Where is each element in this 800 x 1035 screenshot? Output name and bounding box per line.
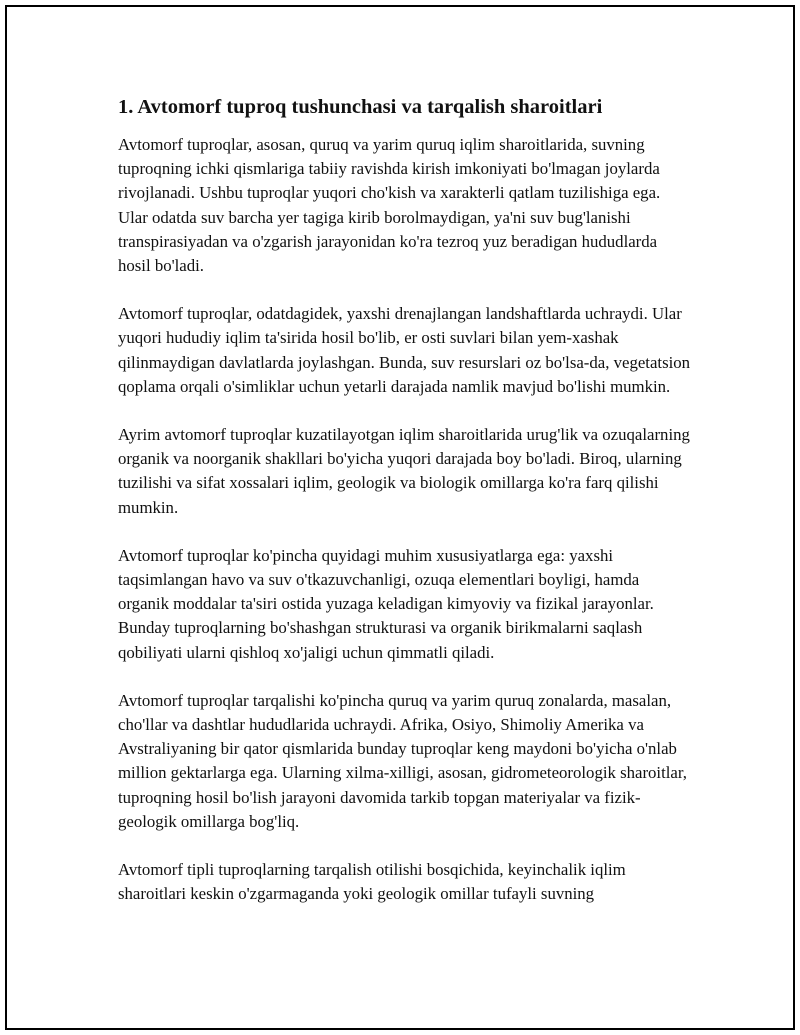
paragraph-6: Avtomorf tipli tuproqlarning tarqalish otilishi bosqichida, keyinchalik iqlim sharoitlari keskin o'zgarmaganda yoki geologik omillar tufayli suvning (118, 860, 626, 904)
paragraph-3: Ayrim avtomorf tuproqlar kuzatilayotgan iqlim sharoitlarida urug'lik va ozuqalarning organik va noorganik shakllari bo'yicha yuqori darajada boy bo'ladi. Biroq, ularning tuzilishi va sifat xossalari iqlim, geologik va biologik omillarga ko'ra farq qilishi mumkin. (118, 425, 690, 517)
paragraph-1: Avtomorf tuproqlar, asosan, quruq va yarim quruq iqlim sharoitlarida, suvning tuproqning ichki qismlariga tabiiy ravishda kirish imkoniyati bo'lmagan joylarda rivojlanadi. Ushbu tuproqlar yuqori cho'kish va xarakterli qatlam tuzilishiga ega. Ular odatda suv barcha yer tagiga kirib borolmaydigan, ya'ni suv bug'lanishi transpirasiyadan va o'zgarish jarayonidan ko'ra tezroq yuz beradigan hududlarda hosil bo'ladi. (118, 135, 661, 276)
paragraph-2: Avtomorf tuproqlar, odatdagidek, yaxshi drenajlangan landshaftlarda uchraydi. Ular yuqori hududiy iqlim ta'sirida hosil bo'lib, er osti suvlari bilan yem-xashak qilinmaydigan davlatlarda joylashgan. Bunda, suv resurslari oz bo'lsa-da, vegetatsion qoplama orqali o'simliklar uchun yetarli darajada namlik mavjud bo'lishi mumkin. (118, 304, 691, 396)
paragraph-5: Avtomorf tuproqlar tarqalishi ko'pincha quruq va yarim quruq zonalarda, masalan, cho'llar va dashtlar hududlarida uchraydi. Afrika, Osiyo, Shimoliy Amerika va Avstraliyaning bir qator qismlarida bunday tuproqlar keng maydoni bo'yicha o'nlab million gektarlarga ega. Ularning xilma-xilligi, asosan, gidrometeorologik sharoitlar, tuproqning hosil bo'lish jarayoni davomida tarkib topgan materiyalar va fizik-geologik omillarga bog'liq. (118, 690, 687, 831)
paragraph-4: Avtomorf tuproqlar ko'pincha quyidagi muhim xususiyatlarga ega: yaxshi taqsimlangan havo va suv o'tkazuvchanligi, ozuqa elementlari boyligi, hamda organik moddalar ta'siri ostida yuzaga keladigan kimyoviy va fizikal jarayonlar. Bunday tuproqlarning bo'shashgan strukturasi va organik birikmalarni saqlash qobiliyati ularni qishloq xo'jaligi uchun qimmatli qiladi. (118, 545, 654, 662)
section-heading: 1. Avtomorf tuproq tushunchasi va tarqalish sharoitlari (118, 96, 603, 118)
document-body (118, 93, 693, 906)
